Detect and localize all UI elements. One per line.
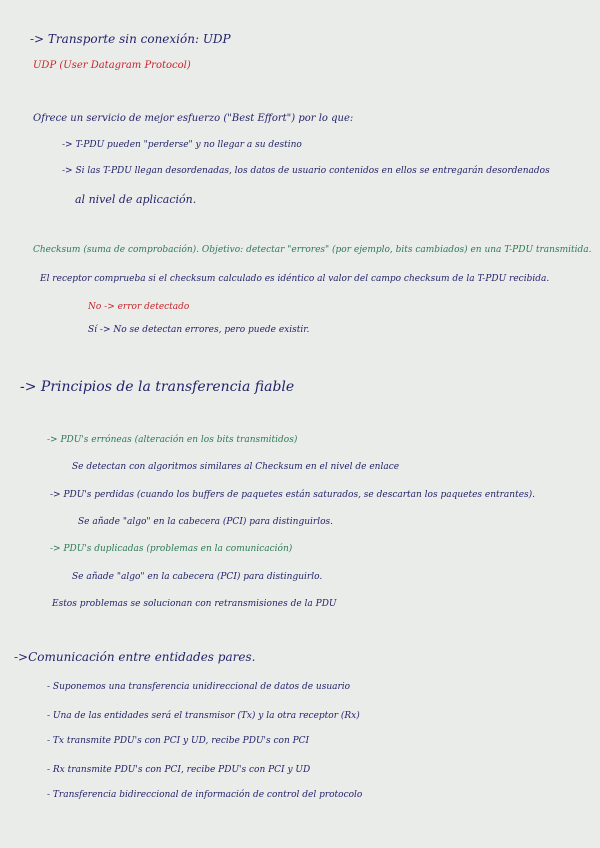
pdu-erroneous-detail: Se detectan con algoritmos similares al Checksum en el nivel de enlace: [72, 462, 400, 472]
pdu-lost: -> PDU's perdidas (cuando los buffers de paquetes están saturados, se descartan los paquetes entrantes).: [50, 490, 536, 500]
retransmission-note: Estos problemas se solucionan con retransmisiones de la PDU: [52, 599, 337, 609]
peer-communication-heading: ->Comunicación entre entidades pares.: [14, 650, 256, 664]
best-effort-bullet-2: -> Si las T-PDU llegan desordenadas, los datos de usuario contenidos en ellos se entregarán desordenados: [62, 166, 550, 176]
peer-item-5: - Transferencia bidireccional de información de control del protocolo: [47, 790, 363, 800]
checksum-si: Sí -> No se detectan errores, pero puede existir.: [88, 325, 310, 335]
checksum-receiver: El receptor comprueba si el checksum calculado es idéntico al valor del campo checksum de la T-PDU recibida.: [40, 274, 550, 284]
udp-acronym: UDP (User Datagram Protocol): [33, 60, 191, 71]
peer-item-2: - Una de las entidades será el transmisor (Tx) y la otra receptor (Rx): [47, 711, 360, 721]
peer-item-1: - Suponemos una transferencia unidireccional de datos de usuario: [47, 682, 351, 692]
best-effort-line: Ofrece un servicio de mejor esfuerzo ("Best Effort") por lo que:: [33, 113, 354, 124]
pdu-lost-detail: Se añade "algo" en la cabecera (PCI) para distinguirlos.: [78, 517, 333, 527]
pdu-duplicated: -> PDU's duplicadas (problemas en la comunicación): [50, 544, 293, 554]
checksum-definition: Checksum (suma de comprobación). Objetivo: detectar "errores" (por ejemplo, bits cambiados) en una T-PDU transmitida.: [33, 245, 592, 255]
peer-item-4: - Rx transmite PDU's con PCI, recibe PDU's con PCI y UD: [47, 765, 311, 775]
best-effort-bullet-1: -> T-PDU pueden "perderse" y no llegar a su destino: [62, 140, 302, 150]
peer-item-3: - Tx transmite PDU's con PCI y UD, recibe PDU's con PCI: [47, 736, 310, 746]
pdu-erroneous: -> PDU's erróneas (alteración en los bits transmitidos): [47, 435, 298, 445]
udp-heading: -> Transporte sin conexión: UDP: [30, 32, 231, 46]
reliable-transfer-heading: -> Principios de la transferencia fiable: [20, 379, 295, 395]
checksum-no: No -> error detectado: [88, 302, 190, 312]
pdu-duplicated-detail: Se añade "algo" en la cabecera (PCI) para distinguirlo.: [72, 572, 323, 582]
best-effort-bullet-2-cont: al nivel de aplicación.: [75, 193, 197, 206]
